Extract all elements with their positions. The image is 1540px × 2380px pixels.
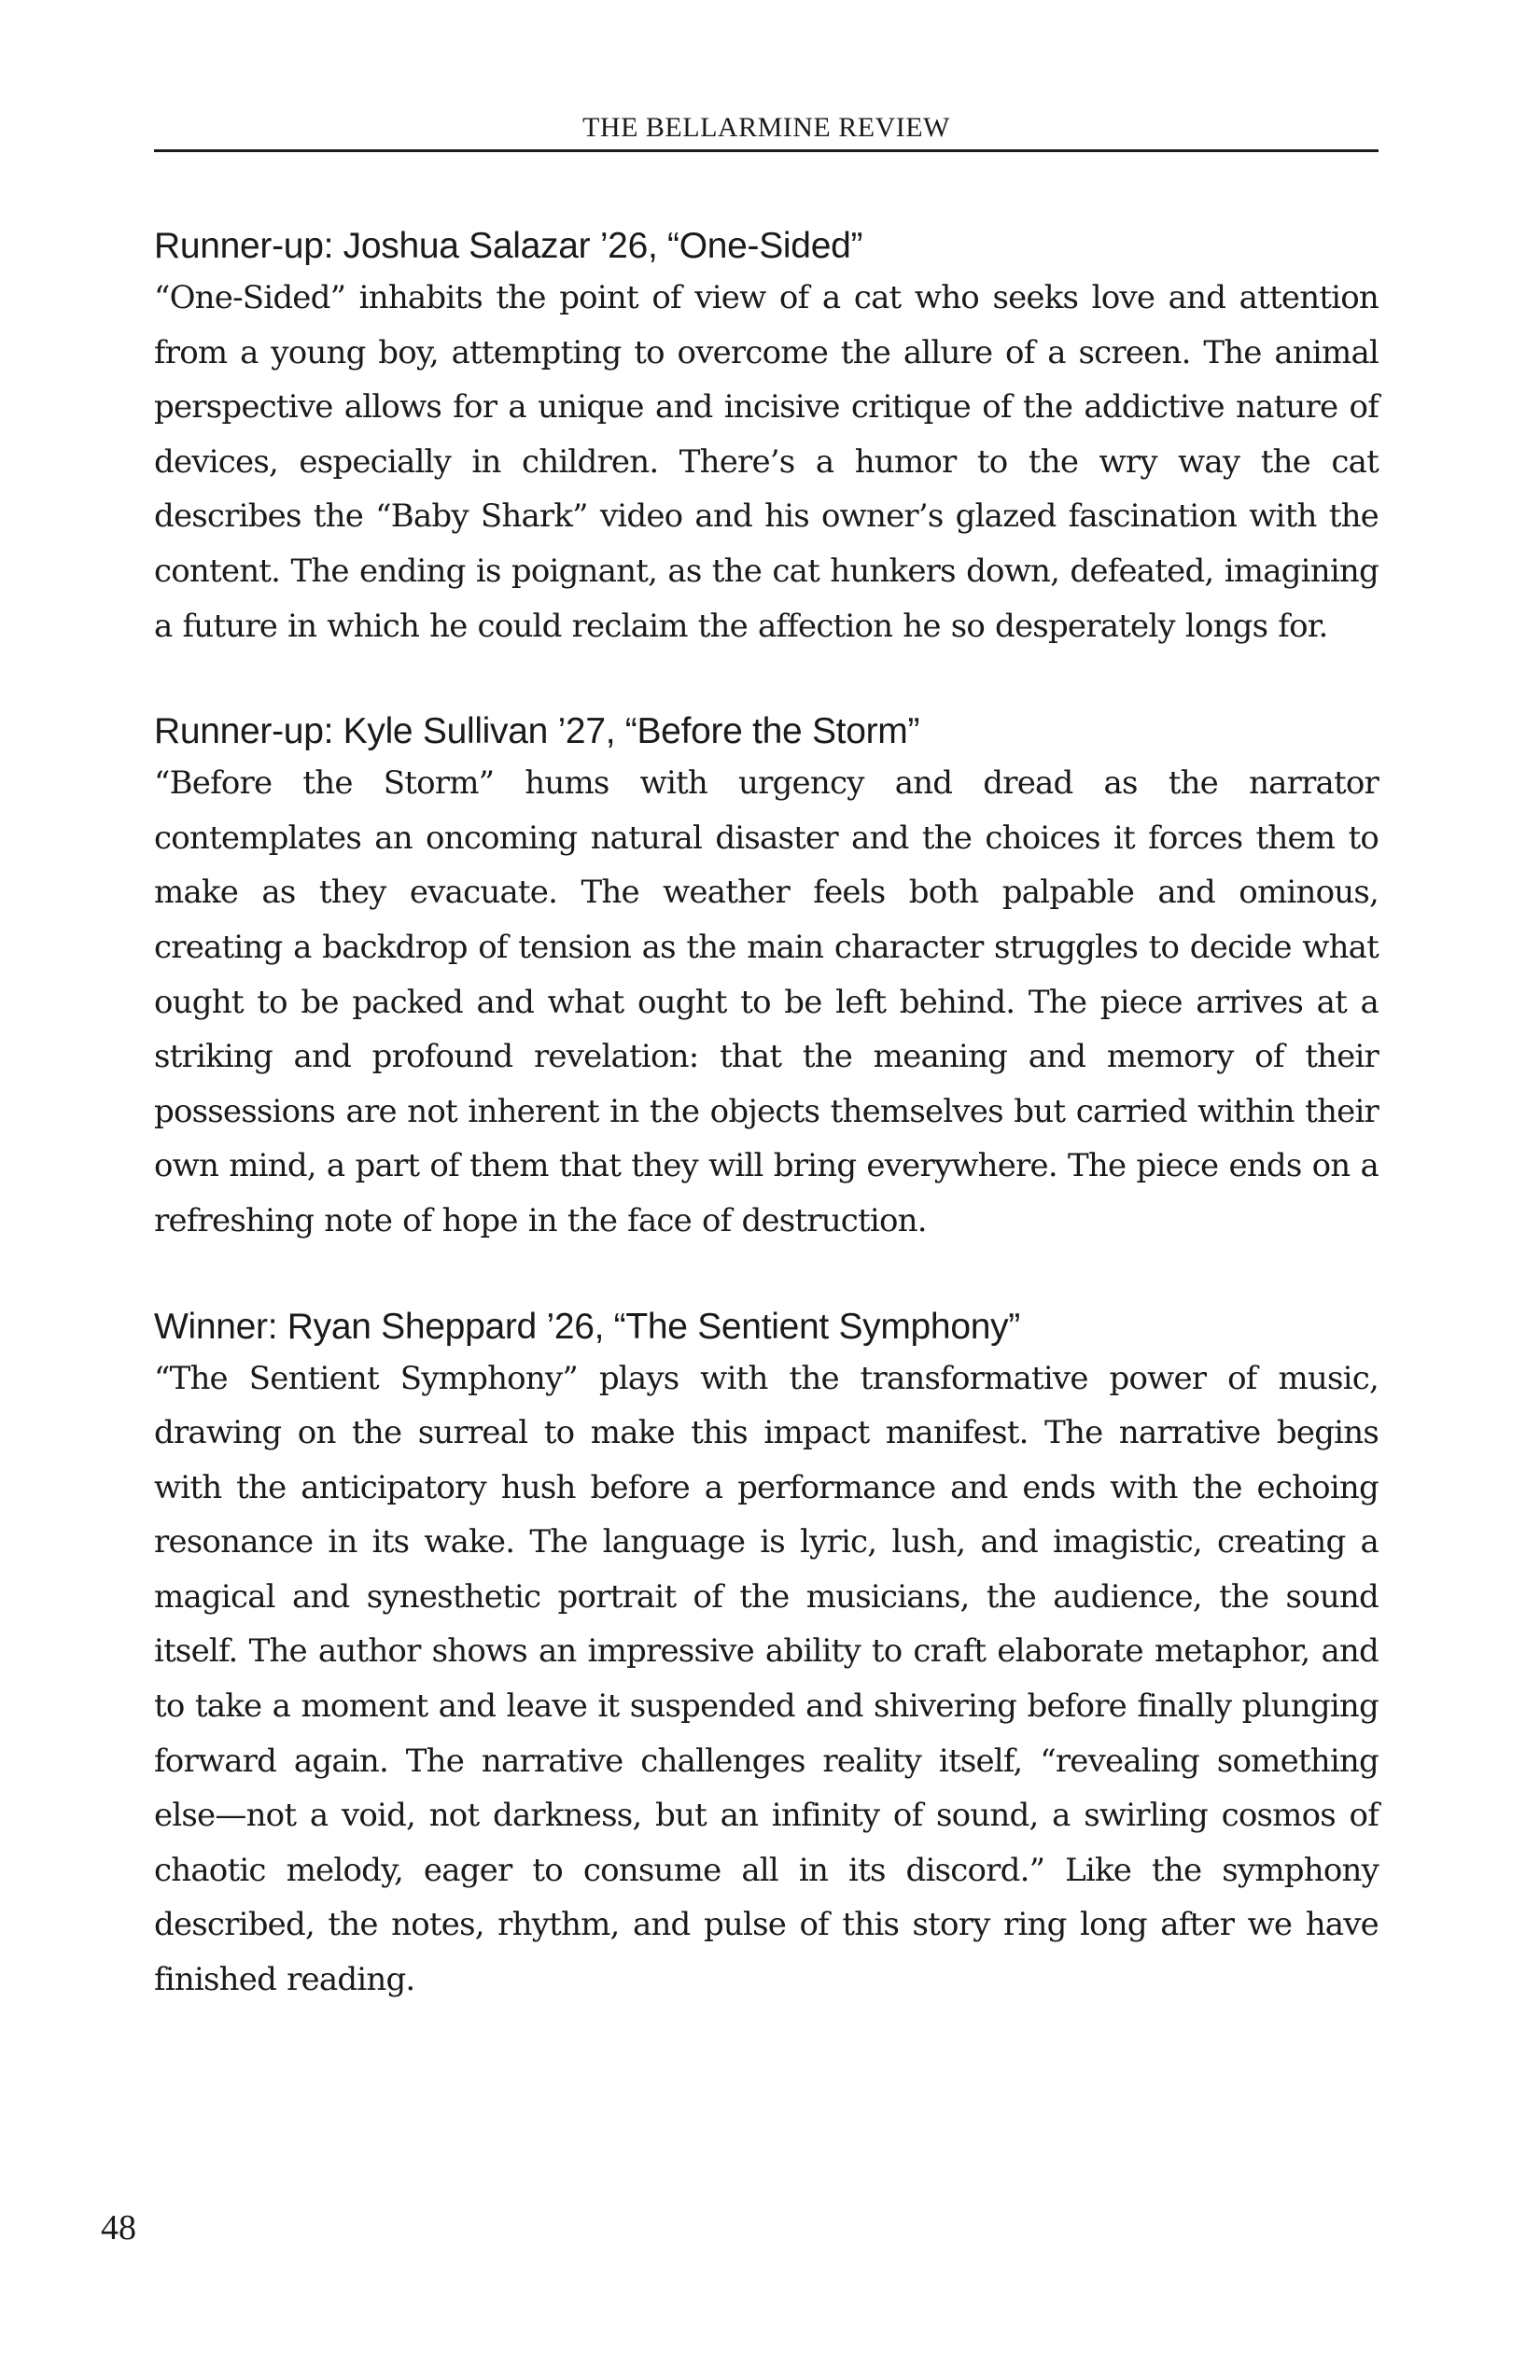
entry-body: “The Sentient Symphony” plays with the transformative power of music, drawing on the surreal to make this impact manifest. The narrative begins with the anticipatory hush before a performance and ends with the echoing resonance in its wake. The language is lyric, lush, and imagistic, creating a magical and synesthetic portrait of the musicians, the audience, the sound itself. The author shows an impressive ability to craft elaborate metaphor, and to take a moment and leave it suspended and shivering before finally plunging forward again. The narrative challenges reality itself, “revealing something else—not a void, not darkness, but an infinity of sound, a swirling cosmos of chaotic melody, eager to consume all in its discord.” Like the symphony described, the notes, rhythm, and pulse of this story ring long after we have finished reading. [154, 1359, 1379, 1999]
page-content [154, 222, 1379, 2008]
entry-body: “Before the Storm” hums with urgency and dread as the narrator contemplates an oncoming natural disaster and the choices it forces them to make as they evacuate. The weather feels both palpable and ominous, creating a backdrop of tension as the main character struggles to decide what ought to be packed and what ought to be left behind. The piece arrives at a striking and profound revelation: that the meaning and memory of their possessions are not inherent in the objects themselves but carried within their own mind, a part of them that they will bring everywhere. The piece ends on a refreshing note of hope in the face of destruction. [154, 764, 1379, 1239]
header-rule [154, 149, 1379, 152]
page-number: 48 [101, 2208, 136, 2247]
entry-before-the-storm [154, 707, 1379, 1248]
entry-body: “One-Sided” inhabits the point of view of a cat who seeks love and attention from a young boy, attempting to overcome the allure of a screen. The animal perspective allows for a unique and incisive critique of the addictive nature of devices, especially in children. There’s a humor to the wry way the cat describes the “Baby Shark” video and his owner’s glazed fascination with the content. The ending is poignant, as the cat hunkers down, defeated, imagining a future in which he could reclaim the affection he so desperately longs for. [154, 279, 1379, 645]
entry-heading: Runner-up: Joshua Salazar ’26, “One-Sided” [154, 226, 863, 266]
section-spacer [154, 1249, 1379, 1303]
running-title: THE BELLARMINE REVIEW [582, 112, 950, 143]
entry-heading: Runner-up: Kyle Sullivan ’27, “Before the Storm” [154, 711, 920, 752]
entry-sentient-symphony [154, 1303, 1379, 2008]
entry-heading: Winner: Ryan Sheppard ’26, “The Sentient Symphony” [154, 1306, 1020, 1347]
entry-one-sided [154, 222, 1379, 653]
section-spacer [154, 653, 1379, 707]
